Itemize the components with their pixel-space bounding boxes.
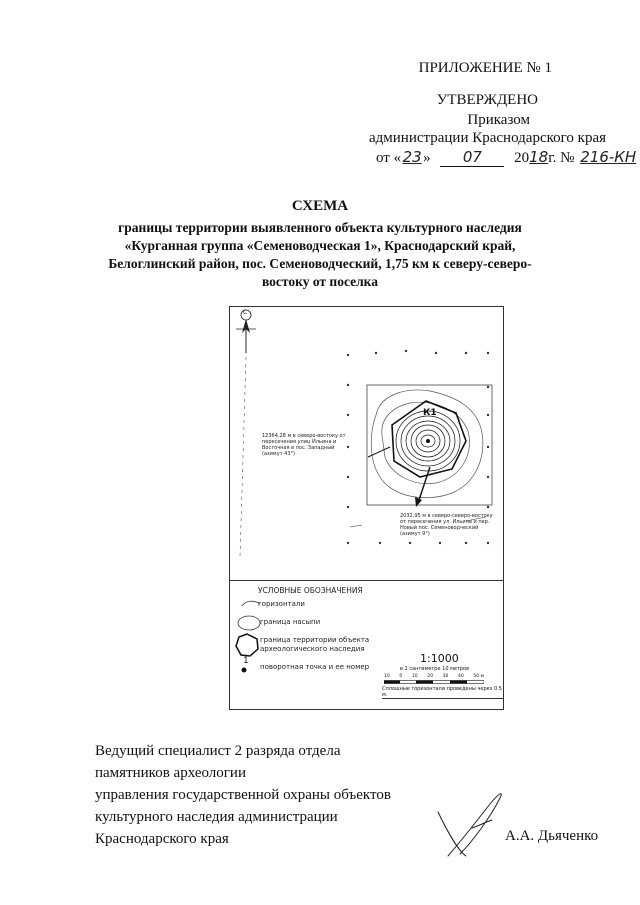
scale-bar <box>384 680 484 684</box>
position-line: Ведущий специалист 2 разряда отдела <box>95 743 341 759</box>
point-label: К1 <box>423 408 437 418</box>
date-mid: » <box>423 150 431 166</box>
administration-label: администрации Краснодарского края <box>368 130 606 146</box>
scale-tick: 10 <box>411 674 418 679</box>
scale-subtitle: в 1 сантиметре 10 метров <box>400 666 470 672</box>
legend-frame <box>229 580 504 710</box>
date-year-prefix: 20 <box>514 150 530 166</box>
north-arrow-icon <box>236 310 256 353</box>
arrow-head-icon <box>415 497 422 507</box>
title-line: востоку от поселка <box>261 274 378 289</box>
appendix-label: ПРИЛОЖЕНИЕ № 1 <box>418 60 552 76</box>
legend-item-label: горизонтали <box>258 600 305 608</box>
reference-line <box>240 357 246 557</box>
signature-block <box>95 740 391 850</box>
title-line: Белоглинский район, пос. Семеноводческий, 1,75 км к северу-северо- <box>108 256 532 271</box>
scale-tick: 30 <box>442 674 449 679</box>
date-day: 23 <box>402 148 422 166</box>
turning-point-icon <box>240 666 248 674</box>
order-label: Приказом <box>467 112 530 128</box>
turning-point-number: 1 <box>243 656 249 666</box>
scale-ticks <box>384 674 484 679</box>
note-right: 2032,95 м в северо-северо-востоку от пересечения ул. Ильина и пер. Новый пос. Семеноводческий (азимут 9°) <box>400 513 493 537</box>
legend-item-label: граница насыпи <box>260 618 321 626</box>
legend-title: УСЛОВНЫЕ ОБОЗНАЧЕНИЯ <box>258 586 363 595</box>
position-line: памятников археологии <box>95 765 246 781</box>
scale-ratio: 1:1000 <box>420 652 459 665</box>
order-date-line <box>376 148 636 167</box>
date-prefix: от « <box>376 150 402 166</box>
scale-tick: 0 <box>399 674 403 679</box>
scale-tick: 20 <box>427 674 433 679</box>
mound-center <box>426 439 430 443</box>
territory-boundary-icon <box>234 632 260 658</box>
scale-tick: 40 <box>458 674 464 679</box>
position-line: культурного наследия администрации <box>95 809 338 825</box>
scale-tick: 10 <box>384 674 390 679</box>
contour-outer <box>371 390 483 498</box>
legend-item-label: граница территории объекта археологического наследия <box>260 636 370 653</box>
document-title <box>0 219 640 291</box>
document-heading: СХЕМА <box>291 198 349 214</box>
approved-label: УТВЕРЖДЕНО <box>436 92 538 108</box>
date-month: 07 <box>440 148 504 167</box>
position-line: управления государственной охраны объектов <box>95 787 391 803</box>
title-line: «Курганная группа «Семеноводческая 1», Краснодарский край, <box>124 238 516 253</box>
north-label: С <box>243 309 248 316</box>
position-line: Краснодарского края <box>95 831 229 847</box>
handwritten-signature <box>420 782 510 862</box>
map-frame <box>229 306 504 581</box>
signer-name: А.А. Дьяченко <box>505 828 599 844</box>
order-number: 216-КН <box>580 148 637 166</box>
note-left: 12364,28 м в северо-востоку от пересечения улиц Ильина и Восточная в пос. Западный (азимут 43°) <box>262 433 346 457</box>
date-year-suffix: 18 <box>529 148 549 166</box>
contour-note: Сплошные горизонтали проведены через 0.5 м. <box>382 686 502 698</box>
date-after-year: г. № <box>548 150 575 166</box>
mound-boundary-icon <box>236 614 262 632</box>
title-line: границы территории выявленного объекта культурного наследия <box>118 220 522 235</box>
legend-item-label: поворотная точка и ее номер <box>260 663 370 671</box>
scale-tick: 50 м <box>473 674 484 679</box>
